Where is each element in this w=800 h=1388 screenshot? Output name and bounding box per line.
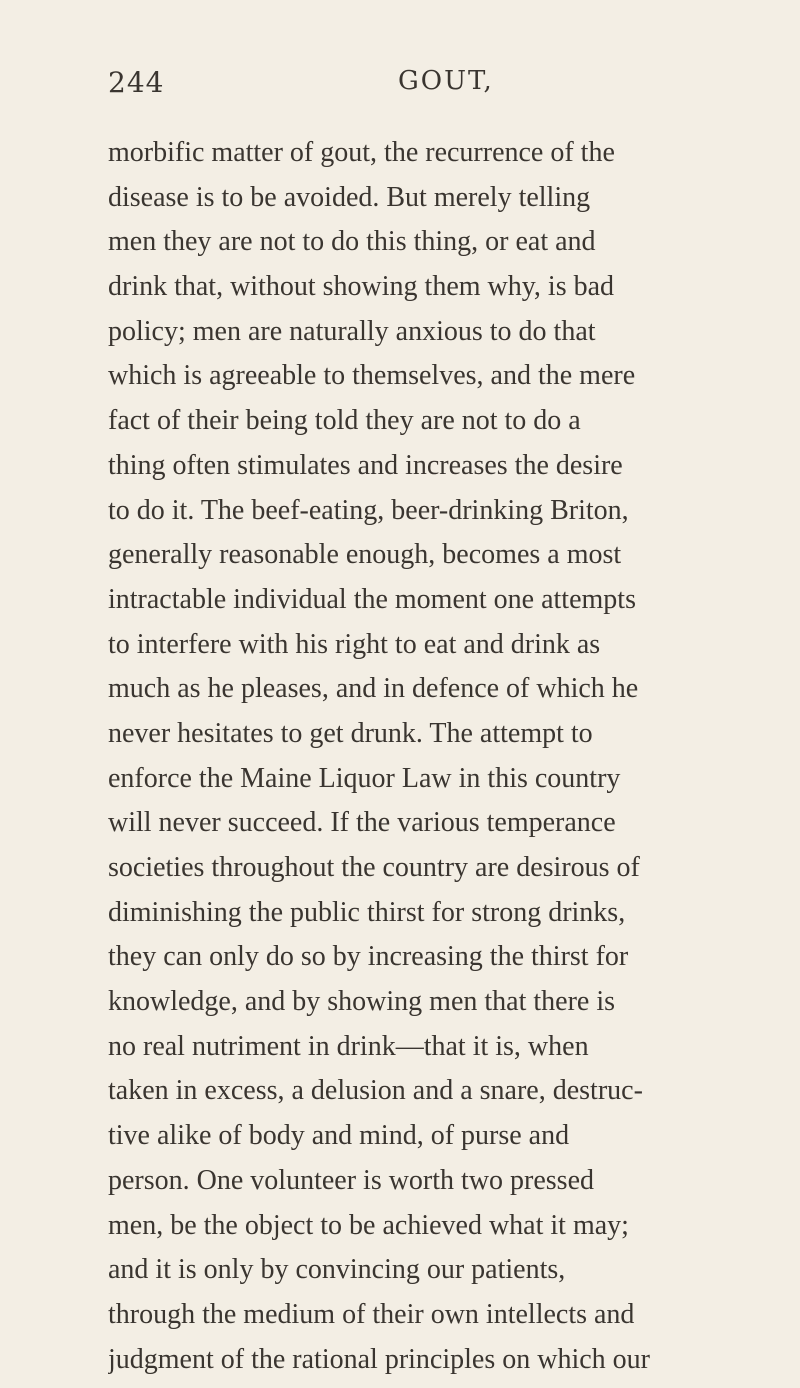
- text-line: intractable individual the moment one attempts: [108, 583, 636, 615]
- text-line: taken in excess, a delusion and a snare, destruc-: [108, 1075, 643, 1107]
- text-line: tive alike of body and mind, of purse and: [108, 1120, 570, 1152]
- text-line: societies throughout the country are desirous of: [108, 852, 640, 883]
- text-line: fact of their being told they are not to do a: [108, 405, 581, 437]
- text-line: diminishing the public thirst for strong drinks,: [108, 896, 626, 928]
- text-line: thing often stimulates and increases the desire: [108, 449, 623, 481]
- text-line: which is agreeable to themselves, and the mere: [108, 360, 636, 392]
- text-line: morbific matter of gout, the recurrence of the: [108, 137, 615, 168]
- text-line: disease is to be avoided. But merely telling: [108, 181, 591, 213]
- text-line: will never succeed. If the various temperance: [108, 807, 616, 839]
- text-line: no real nutriment in drink—that it is, when: [108, 1030, 589, 1062]
- text-line: drink that, without showing them why, is bad: [108, 271, 615, 303]
- body-text: [108, 131, 788, 1382]
- text-line: person. One volunteer is worth two pressed: [108, 1164, 595, 1196]
- text-line: judgment of the rational principles on which our: [108, 1343, 650, 1375]
- text-line: they can only do so by increasing the thirst for: [108, 941, 629, 973]
- text-line: to do it. The beef-eating, beer-drinking Briton,: [108, 494, 629, 526]
- text-line: and it is only by convincing our patients,: [108, 1254, 566, 1286]
- running-head: [108, 66, 704, 106]
- text-line: never hesitates to get drunk. The attempt to: [108, 717, 593, 749]
- text-line: through the medium of their own intellects and: [108, 1298, 635, 1330]
- text-line: policy; men are naturally anxious to do that: [108, 315, 596, 347]
- text-line: knowledge, and by showing men that there is: [108, 986, 616, 1018]
- text-line: generally reasonable enough, becomes a most: [108, 539, 622, 571]
- text-line: men they are not to do this thing, or eat and: [108, 226, 596, 258]
- text-line: to interfere with his right to eat and drink as: [108, 628, 601, 660]
- text-line: men, be the object to be achieved what it may;: [108, 1209, 629, 1241]
- running-title: GOUT,: [398, 66, 494, 96]
- text-line: much as he pleases, and in defence of which he: [108, 673, 639, 705]
- page-number: 244: [108, 66, 165, 99]
- text-line: enforce the Maine Liquor Law in this country: [108, 762, 621, 794]
